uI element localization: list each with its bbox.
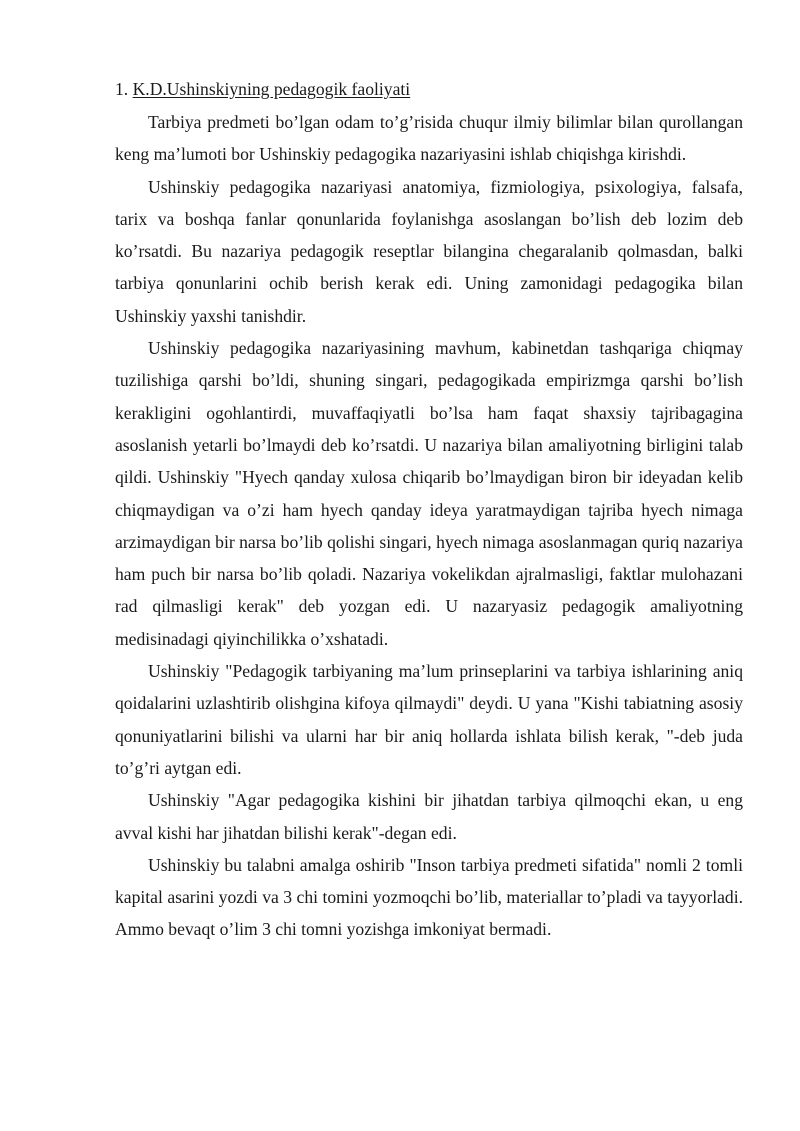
section-heading [115,75,743,103]
paragraph: Ushinskiy pedagogika nazariyasi anatomiya, fizmiologiya, psixologiya, falsafa, tarix va boshqa fanlar qonunlarida foylanishga asoslangan bo’lish deb lozim deb ko’rsatdi. Bu nazariya pedagogik reseptlar bilangina chegaralanib qolmasdan, balki tarbiya qonunlarini ochib berish kerak edi. Uning zamonidagi pedagogika bilan Ushinskiy yaxshi tanishdir. [115,176,743,326]
paragraph: Tarbiya predmeti bo’lgan odam to’g’risida chuqur ilmiy bilimlar bilan qurollangan keng ma’lumoti bor Ushinskiy pedagogika nazariyasini ishlab chiqishga kirishdi. [115,112,743,165]
document-body [115,75,743,946]
paragraph: Ushinskiy bu talabni amalga oshirib "Inson tarbiya predmeti sifatida" nomli 2 tomli kapital asarini yozdi va 3 chi tomini yozmoqchi bo’lib, materiallar to’pladi va tayyorladi. Ammo bevaqt o’lim 3 chi tomni yozishga imkoniyat bermadi. [115,854,743,940]
section-number: 1. [115,79,133,99]
section-title: K.D.Ushinskiyning pedagogik faoliyati [132,79,411,99]
paragraph: Ushinskiy pedagogika nazariyasining mavhum, kabinetdan tashqariga chiqmay tuzilishiga qarshi bo’ldi, shuning singari, pedagogikada empirizmga qarshi bo’lish kerakligini ogohlantirdi, muvaffaqiyatli bo’lsa ham faqat shaxsiy tajribagagina asoslanish yetarli bo’lmaydi deb ko’rsatdi. U nazariya bilan amaliyotning birligini talab qildi. Ushinskiy "Hyech qanday xulosa chiqarib bo’lmaydigan biron bir ideyadan kelib chiqmaydigan va o’zi ham hyech qanday ideya yaratmaydigan tajriba hyech nimaga arzimaydigan bir narsa bo’lib qolishi singari, hyech nimaga asoslanmagan quriq nazariya ham puch bir narsa bo’lib qoladi. Nazariya vokelikdan ajralmasligi, faktlar mulohazani rad qilmasligi kerak" deb yozgan edi. U nazaryasiz pedagogik amaliyotning medisinadagi qiyinchilikka o’xshatadi. [115,338,743,649]
paragraph: Ushinskiy "Pedagogik tarbiyaning ma’lum prinseplarini va tarbiya ishlarining aniq qoidalarini uzlashtirib olishgina kifoya qilmaydi" deydi. U yana "Kishi tabiatning asosiy qonuniyatlarini bilishi va ularni har bir aniq hollarda ishlata bilish kerak, "-deb juda to’g’ri aytgan edi. [115,661,743,778]
paragraph: Ushinskiy "Agar pedagogika kishini bir jihatdan tarbiya qilmoqchi ekan, u eng avval kishi har jihatdan bilishi kerak"-degan edi. [115,790,743,843]
